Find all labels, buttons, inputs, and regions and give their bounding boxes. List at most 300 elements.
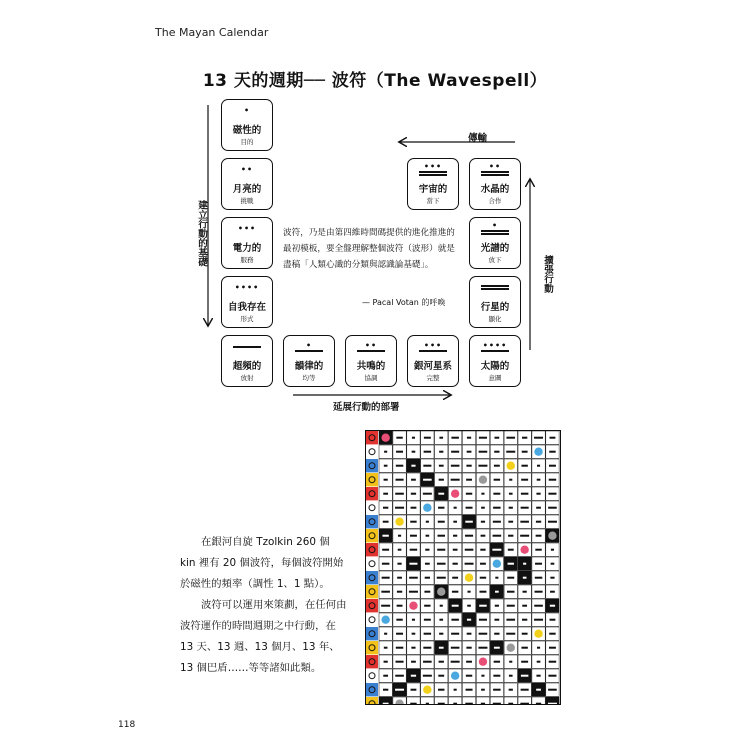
- kin-tone-mark: [506, 451, 515, 453]
- kin-tone-mark: [465, 521, 473, 523]
- kin-tone-mark: [520, 521, 529, 523]
- wavespell-quote: 波符，乃是由第四維時間碼提供的進化推進的最初模板，要全盤理解整個波符（波形）就是盡稿「人類心識的分類與認識論基礎」。: [283, 228, 455, 270]
- kin-tone-mark: [425, 577, 430, 579]
- wavespell-start-marker: [451, 490, 459, 498]
- kin-tone-mark: [521, 479, 528, 481]
- kin-tone-mark: [521, 661, 528, 663]
- wavespell-start-marker: [423, 504, 431, 512]
- label-extend-action: 延展行動的部署: [333, 402, 400, 413]
- solar-seal-icon: [366, 543, 378, 556]
- kin-tone-mark: [466, 689, 473, 691]
- kin-tone-mark: [548, 521, 557, 523]
- kin-tone-mark: [534, 437, 543, 439]
- mayan-number-notation: •••: [237, 224, 257, 233]
- mayan-number-notation: ••: [240, 165, 254, 174]
- tone-function: 當下: [426, 197, 440, 205]
- kin-tone-mark: [494, 633, 499, 635]
- kin-tone-mark: [479, 591, 486, 593]
- mayan-number-notation: [470, 281, 520, 294]
- solar-seal-icon: [366, 515, 378, 528]
- kin-tone-mark: [438, 689, 444, 691]
- tone-box-11: [469, 217, 521, 269]
- kin-tone-mark: [479, 633, 488, 635]
- kin-tone-mark: [411, 661, 416, 663]
- kin-tone-mark: [412, 619, 415, 621]
- kin-tone-mark: [536, 689, 541, 691]
- tone-function: 服務: [240, 256, 254, 264]
- kin-tone-mark: [453, 535, 457, 537]
- kin-tone-mark: [439, 451, 443, 453]
- kin-tone-mark: [536, 535, 542, 537]
- kin-tone-mark: [479, 605, 487, 607]
- kin-tone-mark: [384, 479, 388, 481]
- tone-box-6: [283, 335, 335, 387]
- kin-tone-mark: [465, 549, 474, 551]
- kin-tone-mark: [439, 465, 444, 467]
- wavespell-start-marker: [437, 588, 445, 596]
- kin-tone-mark: [495, 577, 498, 579]
- wavespell-start-marker: [381, 616, 389, 624]
- kin-tone-mark: [384, 633, 387, 635]
- kin-tone-mark: [494, 437, 499, 439]
- kin-tone-mark: [466, 479, 472, 481]
- mayan-number-notation: •: [470, 222, 520, 235]
- kin-tone-mark: [522, 605, 527, 607]
- kin-tone-mark: [409, 563, 417, 565]
- kin-tone-mark: [396, 437, 402, 439]
- kin-tone-mark: [466, 675, 472, 677]
- kin-tone-mark: [494, 465, 500, 467]
- kin-tone-mark: [509, 479, 512, 481]
- kin-tone-mark: [480, 549, 485, 551]
- mayan-number-notation: [222, 340, 272, 353]
- body-text: [180, 532, 348, 679]
- kin-tone-mark: [507, 577, 514, 579]
- kin-tone-mark: [412, 451, 416, 453]
- kin-tone-mark: [412, 633, 416, 635]
- kin-tone-mark: [383, 493, 388, 495]
- kin-tone-mark: [468, 591, 471, 593]
- kin-tone-mark: [521, 465, 527, 467]
- kin-tone-mark: [438, 493, 444, 495]
- tone-name: 超頻的: [232, 361, 262, 372]
- kin-tone-mark: [465, 563, 474, 565]
- kin-tone-mark: [520, 535, 529, 537]
- kin-tone-mark: [382, 563, 390, 565]
- kin-tone-mark: [506, 633, 515, 635]
- tone-name: 銀河星系: [413, 361, 452, 372]
- kin-tone-mark: [479, 619, 487, 621]
- tone-name: 行星的: [480, 302, 510, 313]
- kin-tone-mark: [493, 521, 501, 523]
- solar-seal-icon: [366, 599, 378, 612]
- kin-tone-mark: [506, 619, 515, 621]
- kin-tone-mark: [495, 591, 499, 593]
- kin-tone-mark: [509, 661, 512, 663]
- kin-tone-mark: [467, 619, 471, 621]
- kin-tone-mark: [536, 521, 541, 523]
- kin-tone-mark: [425, 549, 429, 551]
- kin-tone-mark: [467, 633, 472, 635]
- mayan-number-notation: •: [243, 106, 251, 115]
- kin-tone-mark: [412, 437, 415, 439]
- kin-tone-mark: [494, 479, 500, 481]
- kin-tone-mark: [537, 479, 541, 481]
- kin-tone-mark: [481, 507, 485, 509]
- tone-name: 共鳴的: [356, 361, 386, 372]
- wavespell-start-marker: [423, 686, 431, 694]
- kin-tone-mark: [381, 605, 390, 607]
- kin-tone-mark: [451, 619, 459, 621]
- tone-box-4: [221, 276, 273, 328]
- kin-tone-mark: [439, 479, 444, 481]
- mayan-number-notation: •••: [408, 340, 458, 353]
- kin-tone-mark: [493, 493, 500, 495]
- kin-tone-mark: [521, 507, 529, 509]
- kin-tone-mark: [493, 507, 501, 509]
- body-paragraph-1: 在銀河自旋 Tzolkin 260 個 kin 裡有 20 個波符，每個波符開始於磁性的頻率（調性 1、1 點）。: [180, 536, 344, 590]
- kin-tone-mark: [523, 591, 527, 593]
- mayan-number-notation: ••••: [234, 283, 260, 292]
- kin-tone-mark: [465, 535, 473, 537]
- tone-function: 目的: [240, 138, 254, 146]
- kin-tone-mark: [494, 619, 499, 621]
- wavespell-start-marker: [548, 532, 556, 540]
- kin-tone-mark: [451, 661, 460, 663]
- kin-tone-mark: [507, 605, 515, 607]
- kin-tone-mark: [534, 605, 543, 607]
- kin-tone-mark: [453, 521, 457, 523]
- kin-tone-mark: [479, 437, 487, 439]
- kin-tone-mark: [537, 465, 540, 467]
- kin-tone-mark: [479, 451, 488, 453]
- kin-tone-mark: [549, 647, 556, 649]
- solar-seal-icon: [366, 571, 378, 584]
- tone-name: 自我存在: [227, 302, 266, 313]
- wavespell-start-marker: [534, 448, 542, 456]
- kin-tone-mark: [438, 507, 444, 509]
- solar-seal-icon: [366, 655, 378, 668]
- kin-tone-mark: [467, 605, 471, 607]
- kin-tone-mark: [508, 535, 513, 537]
- kin-tone-mark: [411, 465, 415, 467]
- solar-seal-icon: [366, 501, 378, 514]
- kin-tone-mark: [423, 493, 432, 495]
- kin-tone-mark: [495, 605, 499, 607]
- kin-tone-mark: [424, 451, 432, 453]
- kin-tone-mark: [411, 507, 417, 509]
- kin-tone-mark: [508, 563, 514, 565]
- label-expand-action: 擴張行動: [542, 255, 553, 293]
- kin-tone-mark: [452, 591, 458, 593]
- body-paragraph-2: 波符可以運用來策劃，在任何由波符運作的時間週期之中行動，在 13 天、13 週、13 個月、13 年、13 個巴盾……等等諸如此類。: [180, 599, 347, 674]
- tone-name: 韻律的: [294, 361, 324, 372]
- kin-tone-mark: [397, 605, 403, 607]
- kin-tone-mark: [494, 451, 499, 453]
- kin-tone-mark: [535, 549, 541, 551]
- tone-box-10: [469, 276, 521, 328]
- kin-tone-mark: [423, 675, 432, 677]
- solar-seal-icon: [366, 585, 378, 598]
- kin-tone-mark: [397, 563, 401, 565]
- kin-tone-mark: [493, 535, 502, 537]
- solar-seal-icon: [366, 529, 378, 542]
- tone-box-13: [407, 158, 459, 210]
- kin-tone-mark: [521, 689, 529, 691]
- kin-tone-mark: [395, 493, 404, 495]
- kin-tone-mark: [382, 535, 388, 537]
- kin-tone-mark: [492, 549, 501, 551]
- page-number: 118: [118, 720, 136, 730]
- kin-tone-mark: [424, 437, 431, 439]
- tone-function: 協調: [364, 374, 378, 382]
- kin-tone-mark: [423, 647, 431, 649]
- kin-tone-mark: [535, 563, 542, 565]
- kin-tone-mark: [536, 507, 541, 509]
- kin-tone-mark: [550, 605, 555, 607]
- kin-tone-mark: [396, 633, 403, 635]
- kin-tone-mark: [426, 521, 429, 523]
- kin-tone-mark: [423, 465, 431, 467]
- solar-seal-icon: [366, 641, 378, 654]
- label-establish-action: 建立行動的基礎: [196, 200, 207, 267]
- tone-function: 顯化: [488, 315, 502, 323]
- tone-box-3: [221, 217, 273, 269]
- kin-tone-mark: [509, 493, 513, 495]
- kin-tone-mark: [521, 647, 527, 649]
- kin-tone-mark: [396, 661, 404, 663]
- kin-tone-mark: [494, 661, 500, 663]
- wavespell-start-marker: [534, 630, 542, 638]
- kin-tone-mark: [424, 605, 430, 607]
- kin-tone-mark: [509, 675, 513, 677]
- kin-tone-mark: [480, 563, 486, 565]
- kin-tone-mark: [549, 661, 557, 663]
- wavespell-start-marker: [395, 518, 403, 526]
- tone-box-8: [407, 335, 459, 387]
- kin-tone-mark: [424, 591, 430, 593]
- tone-box-7: [345, 335, 397, 387]
- kin-tone-mark: [508, 521, 513, 523]
- running-header: The Mayan Calendar: [155, 26, 269, 39]
- mayan-number-notation: ••: [346, 340, 396, 353]
- kin-tone-mark: [466, 493, 472, 495]
- solar-seal-icon: [366, 473, 378, 486]
- kin-tone-mark: [439, 647, 444, 649]
- tone-function: 合作: [488, 197, 502, 205]
- kin-tone-mark: [410, 535, 417, 537]
- kin-tone-mark: [396, 465, 404, 467]
- kin-tone-mark: [467, 451, 472, 453]
- wavespell-start-marker: [507, 462, 515, 470]
- tone-name: 太陽的: [480, 361, 510, 372]
- kin-tone-mark: [536, 675, 540, 677]
- kin-tone-mark: [508, 549, 514, 551]
- kin-tone-mark: [395, 689, 404, 691]
- kin-tone-mark: [411, 479, 416, 481]
- kin-tone-mark: [509, 507, 513, 509]
- tone-box-5: [221, 335, 273, 387]
- kin-tone-mark: [396, 479, 404, 481]
- kin-tone-mark: [549, 479, 557, 481]
- wavespell-start-marker: [409, 602, 417, 610]
- kin-tone-mark: [522, 619, 527, 621]
- kin-tone-mark: [397, 591, 402, 593]
- tone-name: 磁性的: [232, 125, 262, 136]
- kin-tone-mark: [451, 451, 459, 453]
- kin-tone-mark: [550, 619, 556, 621]
- wavespell-start-marker: [479, 476, 487, 484]
- kin-tone-mark: [454, 689, 457, 691]
- kin-tone-mark: [423, 661, 432, 663]
- kin-tone-mark: [480, 577, 486, 579]
- kin-tone-mark: [398, 535, 401, 537]
- kin-tone-mark: [424, 633, 432, 635]
- solar-seal-icon: [366, 627, 378, 640]
- solar-seal-icon: [366, 445, 378, 458]
- mayan-number-notation: ••: [470, 163, 520, 176]
- kin-tone-mark: [466, 507, 473, 509]
- kin-tone-mark: [549, 465, 556, 467]
- kin-tone-mark: [437, 563, 446, 565]
- kin-tone-mark: [550, 577, 554, 579]
- kin-tone-mark: [381, 591, 390, 593]
- tone-function: 放射: [240, 374, 254, 382]
- tone-box-9: [469, 335, 521, 387]
- kin-tone-mark: [550, 437, 556, 439]
- tone-name: 光譜的: [480, 243, 510, 254]
- kin-tone-mark: [537, 661, 541, 663]
- label-transmission: 傳輸: [468, 133, 488, 144]
- kin-tone-mark: [494, 647, 500, 649]
- kin-tone-mark: [451, 633, 459, 635]
- kin-tone-mark: [426, 535, 430, 537]
- kin-tone-mark: [506, 437, 515, 439]
- kin-tone-mark: [549, 633, 555, 635]
- kin-tone-mark: [437, 549, 445, 551]
- kin-tone-mark: [382, 549, 389, 551]
- kin-tone-mark: [383, 521, 389, 523]
- kin-tone-mark: [439, 619, 443, 621]
- kin-tone-mark: [549, 451, 555, 453]
- kin-tone-mark: [451, 437, 459, 439]
- kin-tone-mark: [537, 647, 540, 649]
- solar-seal-icon: [366, 613, 378, 626]
- kin-tone-mark: [453, 549, 458, 551]
- kin-tone-mark: [411, 675, 416, 677]
- solar-seal-icon: [366, 487, 378, 500]
- kin-tone-mark: [548, 675, 556, 677]
- kin-tone-mark: [550, 591, 555, 593]
- kin-tone-mark: [411, 647, 415, 649]
- kin-tone-mark: [395, 675, 404, 677]
- kin-tone-mark: [478, 647, 487, 649]
- kin-tone-mark: [551, 549, 554, 551]
- tone-function: 放下: [488, 256, 502, 264]
- kin-tone-mark: [423, 479, 432, 481]
- wavespell-start-marker: [479, 658, 487, 666]
- kin-tone-mark: [466, 465, 471, 467]
- kin-tone-mark: [451, 479, 460, 481]
- tone-function: 完整: [426, 374, 440, 382]
- kin-tone-mark: [467, 437, 471, 439]
- solar-seal-icon: [366, 459, 378, 472]
- kin-tone-mark: [493, 675, 500, 677]
- kin-tone-mark: [453, 563, 458, 565]
- kin-tone-mark: [548, 493, 556, 495]
- kin-tone-mark: [522, 633, 528, 635]
- kin-tone-mark: [481, 535, 486, 537]
- kin-tone-mark: [396, 619, 402, 621]
- tone-name: 水晶的: [480, 184, 510, 195]
- kin-tone-mark: [439, 661, 444, 663]
- kin-tone-mark: [481, 689, 485, 691]
- kin-tone-mark: [398, 549, 402, 551]
- kin-tone-mark: [409, 577, 418, 579]
- quote-attribution: — Pacal Votan 的呼喚: [362, 298, 446, 307]
- tzolkin-grid: [365, 430, 561, 705]
- kin-tone-mark: [454, 507, 457, 509]
- kin-tone-mark: [396, 647, 404, 649]
- tone-function: 挑戰: [240, 197, 254, 205]
- kin-tone-mark: [548, 507, 557, 509]
- mayan-number-notation: ••••: [482, 340, 508, 350]
- kin-tone-mark: [438, 675, 444, 677]
- kin-tone-mark: [521, 493, 529, 495]
- kin-tone-mark: [424, 619, 431, 621]
- kin-tone-mark: [411, 689, 417, 691]
- tone-box-2: [221, 158, 273, 210]
- tone-box-12: [469, 158, 521, 210]
- kin-tone-mark: [409, 591, 418, 593]
- kin-tone-mark: [438, 535, 446, 537]
- kin-tone-mark: [383, 689, 388, 691]
- tone-function: 均等: [302, 374, 316, 382]
- kin-tone-mark: [523, 577, 527, 579]
- kin-tone-mark: [522, 451, 528, 453]
- kin-tone-mark: [438, 521, 445, 523]
- kin-tone-mark: [551, 563, 555, 565]
- kin-tone-mark: [437, 577, 446, 579]
- kin-tone-mark: [451, 465, 460, 467]
- tone-function: 意圖: [488, 374, 502, 382]
- wavespell-start-marker: [451, 672, 459, 680]
- kin-tone-mark: [384, 465, 388, 467]
- tone-box-1: [221, 99, 273, 151]
- wavespell-start-marker: [381, 434, 389, 442]
- kin-tone-mark: [439, 437, 443, 439]
- kin-tone-mark: [481, 493, 484, 495]
- solar-seal-icon: [366, 683, 378, 696]
- kin-tone-mark: [440, 605, 443, 607]
- kin-tone-mark: [396, 451, 403, 453]
- kin-tone-mark: [383, 507, 388, 509]
- kin-tone-mark: [522, 437, 527, 439]
- kin-tone-mark: [383, 675, 388, 677]
- kin-tone-mark: [521, 675, 529, 677]
- kin-tone-mark: [535, 591, 543, 593]
- mayan-number-notation: •: [284, 340, 334, 353]
- kin-tone-mark: [535, 577, 543, 579]
- kin-tone-mark: [534, 619, 543, 621]
- wavespell-start-marker: [520, 546, 528, 554]
- kin-tone-mark: [397, 577, 402, 579]
- tone-function: 形式: [240, 315, 254, 323]
- mayan-number-notation: •••: [408, 163, 458, 176]
- tone-name: 月亮的: [232, 184, 262, 195]
- kin-tone-mark: [466, 661, 472, 663]
- kin-tone-mark: [548, 689, 557, 691]
